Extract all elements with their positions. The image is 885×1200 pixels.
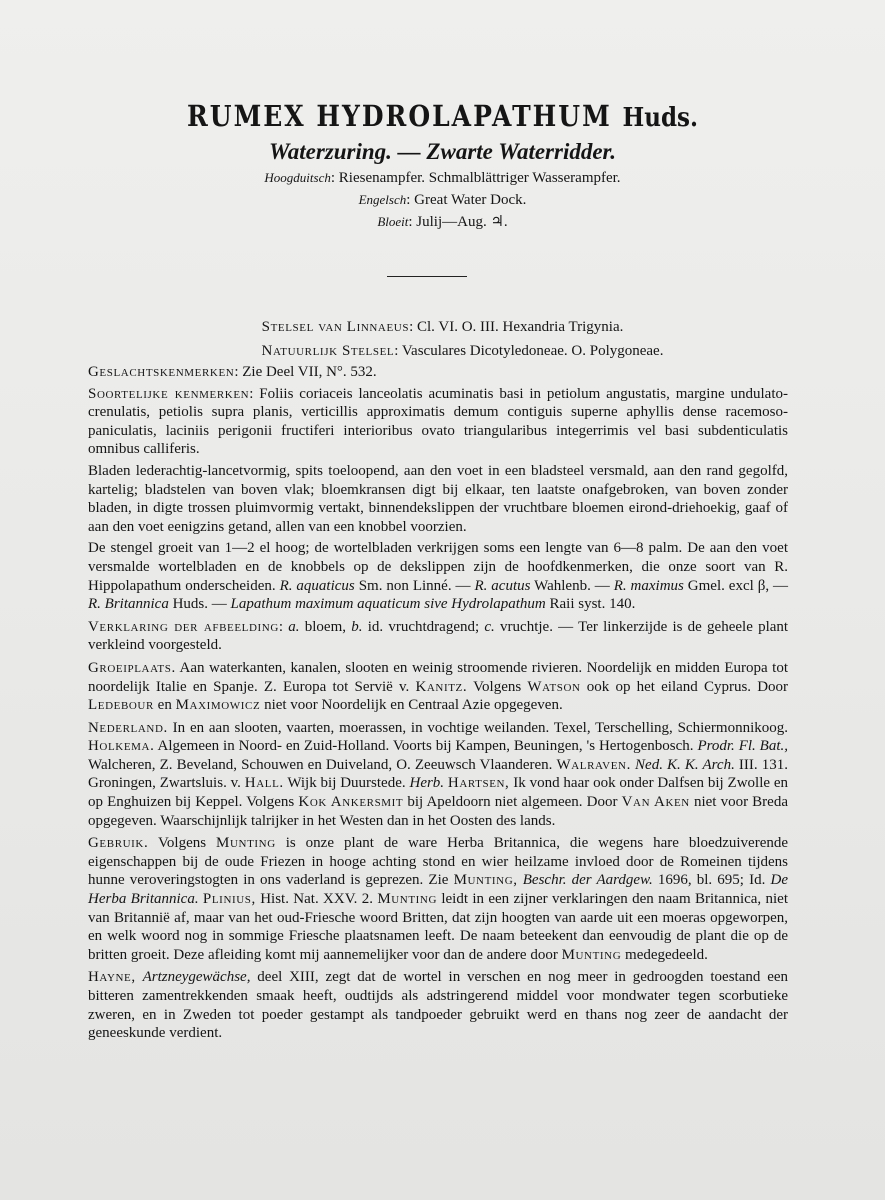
synonym: R. Britannica	[88, 596, 169, 613]
synonym: R. acutus	[474, 577, 531, 594]
author-name: Walraven.	[556, 756, 631, 773]
natural-value: Vasculares Dicotyledoneae. O. Polygoneae.	[401, 343, 664, 359]
work-title: Herb.	[409, 775, 445, 792]
netherlands-paragraph	[88, 719, 788, 831]
english-label: Engelsch	[358, 192, 407, 207]
author-name: Ledebour	[88, 697, 154, 714]
genus-label: Geslachtskenmerken	[88, 364, 235, 380]
use-text: is onze plant de ware Herba Britannica, die wegens hare bloedzuiverende eigenschappen bij de oude Friezen in hooge achting stond en wier heilzame invloed door de Romeinen tijdens hunne veroveringstogten in ons vaderland is geprezen. Zie	[88, 835, 789, 889]
habitat-text: ook op het eiland Cyprus. Door	[586, 678, 789, 695]
use-text: Volgens	[158, 835, 207, 852]
use-text: Hist. Nat. XXV. 2.	[260, 891, 373, 908]
linnaeus-value: Cl. VI. O. III. Hexandria Trigynia.	[416, 319, 624, 335]
header	[0, 100, 885, 233]
stem-text: Sm. non Linné. —	[358, 577, 471, 594]
english-value: Great Water Dock.	[414, 192, 527, 208]
work-title: De Herba Britannica.	[88, 872, 788, 908]
title-species: RUMEX HYDROLAPATHUM	[186, 99, 612, 134]
stem-paragraph	[88, 539, 788, 613]
author-name: Munting	[561, 946, 622, 963]
work-title: Artzneygewächse,	[142, 969, 251, 986]
habitat-paragraph	[88, 659, 788, 715]
habitat-label: Groeiplaats.	[88, 659, 176, 676]
figure-letter: b.	[351, 618, 363, 635]
use-text: medegedeeld.	[625, 946, 708, 963]
synonym: R. maximus	[613, 577, 684, 594]
author-name: Watson	[527, 678, 581, 695]
author-name: Plinius,	[202, 891, 256, 908]
explanation-label: Verklaring der afbeelding	[88, 618, 279, 635]
linnaeus-label: Stelsel van Linnaeus	[261, 319, 410, 335]
use-text: 1696, bl. 695; Id.	[657, 872, 766, 889]
explanation-text: vruchtje. — Ter linkerzijde is de geheele plant verkleind voorgesteld.	[88, 618, 789, 654]
author-name: Munting	[377, 891, 438, 908]
stem-text: De stengel groeit van 1—2 el hoog; de wortelbladen verkrijgen soms een lengte van 6—8 palm. De aan den voet versmalde wortelbladen en de knobbels op de dekslippen zijn de hoofdkenmerken, die onze soort van R. Hippolapathum onderscheiden.	[88, 540, 788, 594]
german-label: Hoogduitsch	[264, 170, 331, 185]
title-author: Huds.	[622, 101, 698, 134]
species-latin-text: Foliis coriaceis lanceolatis acuminatis basi in petiolum angustatis, margine undulato-crenulatis, petiolis supra planis, verticillis approximatis demum contiguis superne aphyllis dense racemoso-paniculatis, laciniis perigonii fructiferi interioribus ovato triangularibus integerrimis vel basi subdenticulatis omnibus calliferis.	[88, 385, 788, 458]
netherlands-label: Nederland.	[88, 719, 168, 736]
page-subtitle: Waterzuring. — Zwarte Waterridder.	[269, 139, 616, 164]
bloom-line: Bloeit: Julij—Aug. ♃.	[377, 214, 508, 230]
work-title: Beschr. der Aardgew.	[522, 872, 653, 889]
use-text: leidt in een zijner verklaringen den naam Britannica, niet van Britannië af, maar van het oud-Friesche woord Britten, dat zijn hoogten van aarde uit een moeras opgeworpen, en welk woord nog in sommige Friesche plaatsnamen leeft. De naam beteekent dan eenvoudig de plant die op de britten groeit. Deze afleiding komt mij aannemelijker voor dan de andere door	[88, 891, 789, 963]
netherlands-text: Wijk bij Duurstede.	[287, 775, 406, 792]
stem-text: Gmel. excl β, —	[687, 577, 789, 594]
german-value: Riesenampfer. Schmalblättriger Wasserampfer.	[338, 170, 621, 186]
stem-text: Raii syst. 140.	[549, 596, 636, 613]
synonym: R. aquaticus	[279, 577, 355, 594]
species-latin-paragraph: Soortelijke kenmerken: Foliis coriaceis lanceolatis acuminatis basi in petiolum angustatis, margine undulato-crenulatis, petiolis supra planis, verticillis approximatis demum contiguis superne aphyllis dense racemoso-paniculatis, laciniis perigonii fructiferi interioribus ovato triangularibus integerrimis vel basi subdenticulatis omnibus calliferis.	[88, 385, 788, 458]
use-label: Gebruik.	[88, 835, 149, 852]
stem-text: Huds. —	[172, 596, 227, 613]
linnaeus-line: Stelsel van Linnaeus: Cl. VI. O. III. Hexandria Trigynia.	[261, 319, 624, 335]
use-paragraph	[88, 834, 788, 964]
work-title: Ned. K. K. Arch.	[635, 756, 735, 773]
english-name-line: Engelsch: Great Water Dock.	[358, 192, 527, 208]
synonym: Lapathum maximum aquaticum sive Hydrolapathum	[230, 596, 546, 613]
habitat-text: Volgens	[473, 678, 522, 695]
genus-paragraph: Geslachtskenmerken: Zie Deel VII, N°. 532.	[88, 364, 377, 380]
netherlands-text: Walcheren, Z. Beveland, Schouwen en Duiveland, O. Zeeuwsch Vlaanderen.	[88, 756, 553, 773]
author-name: Kok Ankersmit	[298, 794, 404, 811]
author-name: Hartsen,	[447, 775, 510, 792]
author-name: Hall.	[244, 775, 284, 792]
netherlands-text: In en aan slooten, vaarten, moerassen, in vochtige weilanden. Texel, Terschelling, Schiermonnikoog.	[172, 719, 788, 736]
page-title	[0, 97, 885, 137]
genus-value: Zie Deel VII, N°. 532.	[242, 364, 377, 380]
bloom-label: Bloeit	[377, 214, 409, 229]
author-name: Hayne,	[88, 969, 136, 986]
divider-rule	[387, 276, 467, 277]
author-name: Maximowicz	[175, 697, 261, 714]
natural-label: Natuurlijk Stelsel	[261, 343, 395, 359]
author-name: Holkema.	[88, 738, 155, 755]
netherlands-text: Ik vond haar ook onder Dalfsen bij Zwolle en op Enghuizen bij Keppel. Volgens	[88, 775, 789, 811]
species-dutch-paragraph: Bladen lederachtig-lancetvormig, spits toeloopend, aan den voet in een bladsteel versmald, aan den rand gegolfd, kartelig; bladstelen van boven vlak; bloemkransen digt bij elkaar, ten laatste onafgebroken, van boven zonder bladen, in digte trossen pluimvormig vertakt, binnendekslippen der vruchtbare bloemen eirond-driehoekig, gaaf of aan den voet eenigzins getand, allen van een knobbel voorzien.	[88, 462, 788, 535]
netherlands-text: bij Apeldoorn niet algemeen. Door	[407, 794, 618, 811]
figure-letter: a.	[288, 618, 300, 635]
author-name: Munting,	[453, 872, 518, 889]
stem-text: Wahlenb. —	[534, 577, 610, 594]
bloom-value: Julij—Aug. ♃.	[416, 214, 508, 230]
german-name-line: Hoogduitsch: Riesenampfer. Schmalblättriger Wasserampfer.	[264, 170, 621, 186]
habitat-text: Aan waterkanten, kanalen, slooten en weinig stroomende rivieren. Noordelijk en midden Europa tot noordelijk Italie en Spanje. Z. Europa tot Servië v.	[88, 659, 788, 695]
habitat-text: en	[157, 697, 172, 714]
natural-system-line: Natuurlijk Stelsel: Vasculares Dicotyledoneae. O. Polygoneae.	[261, 343, 664, 359]
author-name: Van Aken	[621, 794, 690, 811]
hayne-paragraph	[88, 968, 788, 1042]
work-title: Prodr. Fl. Bat.,	[697, 738, 789, 755]
netherlands-text: niet voor Breda opgegeven. Waarschijnlijk talrijker in het Westen dan in het Oosten des lands.	[88, 794, 788, 829]
figure-letter: c.	[484, 618, 495, 635]
author-name: Kanitz.	[415, 678, 468, 695]
explanation-text: bloem,	[304, 618, 346, 635]
explanation-text: id. vruchtdragend;	[367, 618, 480, 635]
hayne-text: deel XIII, zegt dat de wortel in verschen en nog meer in gedroogden toestand een bitteren zamentrekkenden smaak heeft, oudtijds als adstringerend middel voor mondwater tegen scorbutieke zweren, en in Zweden tot poeder gestampt als tandpoeder gebruikt werd en thans nog zeer de aandacht der geneeskunde verdient.	[88, 969, 789, 1042]
explanation-paragraph: Verklaring der afbeelding: a. bloem, b. id. vruchtdragend; c. vruchtje. — Ter linkerzijde is de geheele plant verkleind voorgesteld.	[88, 618, 789, 654]
body-text	[88, 363, 788, 1046]
species-label: Soortelijke kenmerken	[88, 385, 250, 402]
netherlands-text: III. 131. Groningen, Zwartsluis. v.	[88, 756, 788, 792]
habitat-text: niet voor Noordelijk en Centraal Azie opgegeven.	[264, 697, 563, 714]
netherlands-text: Algemeen in Noord- en Zuid-Holland. Voorts bij Kampen, Beuningen, 's Hertogenbosch.	[157, 738, 694, 755]
author-name: Munting	[216, 835, 276, 852]
